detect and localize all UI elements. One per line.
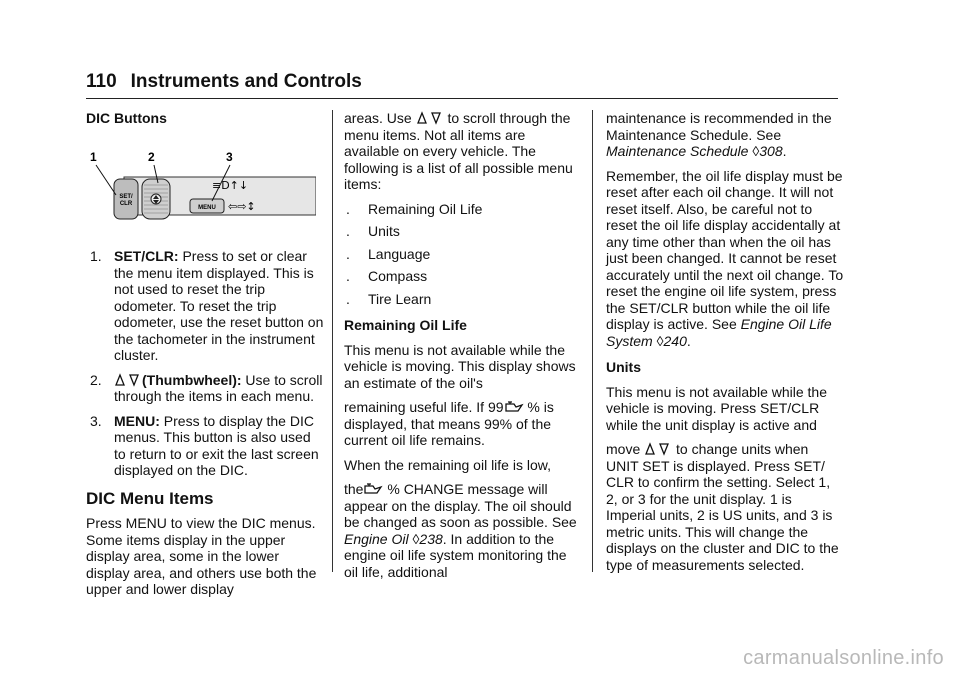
svg-text:⇦⇨↕: ⇦⇨↕: [228, 199, 256, 213]
cross-ref-link[interactable]: Engine Oil Life System: [606, 316, 832, 349]
list-item: 3. MENU: Press to display the DIC menus. This button is also used to return to or exit the last screen displayed on the DIC.: [90, 412, 319, 478]
page-ref[interactable]: 238: [419, 530, 443, 547]
callout-3: 3: [226, 149, 233, 164]
svg-text:CLR: CLR: [119, 200, 133, 207]
thumbwheel-icon: [644, 442, 672, 456]
list-item: . Remaining Oil Life: [346, 200, 483, 217]
oil-can-icon: [504, 400, 524, 414]
list-item: . Tire Learn: [346, 290, 432, 307]
body-paragraph: When the remaining oil life is low,: [344, 456, 551, 473]
body-paragraph: remaining useful life. If 99 % is displayed, that means 99% of the current oil life remains.: [344, 399, 554, 448]
body-paragraph: This menu is not available while the vehicle is moving. This display shows an estimate of the oil's: [344, 341, 576, 391]
page-header: [86, 70, 838, 99]
body-paragraph: Press MENU to view the DIC menus. Some items display in the upper display area, some in the lower display area, and others use both the upper and lower display: [86, 515, 317, 597]
body-paragraph: Remember, the oil life display must be reset after each oil change. It will not reset itself. Also, be careful not to reset the oil life display accidentally at any time other than when the oil has just been changed. It cannot be reset accurately until the next oil change. To reset the engine oil life system, press the SET/CLR button while the oil life display is active. See Engine Oil Life System ◊240.: [606, 167, 844, 349]
set-clr-label: SET/: [119, 193, 133, 200]
column-3: [606, 110, 844, 581]
list-item: . Language: [346, 245, 431, 262]
dic-buttons-figure: [86, 149, 316, 231]
svg-text:≡D↑↓: ≡D↑↓: [212, 178, 249, 192]
column-2: [344, 110, 580, 588]
column-divider-1: [332, 110, 333, 572]
list-item: 1. SET/CLR: Press to set or clear the menu item displayed. This is not used to reset the trip odometer. To reset the trip odometer, use the reset button on the tachometer in the instrument cluster.: [90, 248, 324, 363]
body-paragraph: This menu is not available while the vehicle is moving. Press SET/CLR while the unit display is active and: [606, 383, 828, 433]
list-item: 2. (Thumbwheel): Use to scroll through the items in each menu.: [90, 371, 323, 404]
body-paragraph: the % CHANGE message will appear on the display. The oil should be changed as soon as possible. See Engine Oil ◊238. In addition to the engine oil life system monitoring the oil life, additional: [344, 481, 577, 580]
page-ref[interactable]: 308: [759, 143, 783, 159]
watermark: carmanualsonline.info: [743, 647, 944, 669]
callout-1: 1: [90, 149, 97, 164]
page-ref[interactable]: 240: [663, 332, 687, 349]
body-paragraph: maintenance is recommended in the Maintenance Schedule. See Maintenance Schedule ◊308.: [606, 110, 832, 159]
body-paragraph: move to change units when UNIT SET is displayed. Press SET/ CLR to confirm the setting. Select 1, 2, or 3 for the unit display. 1 is Imperial units, 2 is US units, and 3 is metric units. This will change the displays on the cluster and DIC to the type of measurements selected.: [606, 441, 839, 573]
list-item: . Units: [346, 223, 400, 239]
callout-2: 2: [148, 149, 155, 164]
page-title: Instruments and Controls: [130, 71, 362, 92]
cross-ref-link[interactable]: Engine Oil: [344, 530, 409, 547]
subsection-heading: Remaining Oil Life: [344, 317, 467, 333]
body-paragraph: areas. Use to scroll through the menu items. Not all items are available on every vehicle. The following is a list of all possible menu items:: [344, 110, 573, 192]
column-divider-2: [592, 110, 593, 572]
oil-can-icon: [363, 482, 383, 496]
section-heading: DIC Menu Items: [86, 488, 214, 508]
page-ref-icon: ◊: [752, 143, 760, 159]
column-1: [86, 110, 326, 606]
cross-ref-link[interactable]: Maintenance Schedule: [606, 143, 749, 159]
thumbwheel-icon: [416, 111, 444, 125]
list-item: . Compass: [346, 268, 428, 284]
page-ref-icon: ◊: [656, 332, 664, 349]
thumbwheel-icon: [114, 373, 142, 387]
svg-text:MENU: MENU: [198, 204, 216, 211]
page-number: 110: [86, 71, 117, 92]
section-subtitle: DIC Buttons: [86, 110, 167, 126]
page-ref-icon: ◊: [412, 530, 420, 547]
subsection-heading: Units: [606, 359, 641, 375]
